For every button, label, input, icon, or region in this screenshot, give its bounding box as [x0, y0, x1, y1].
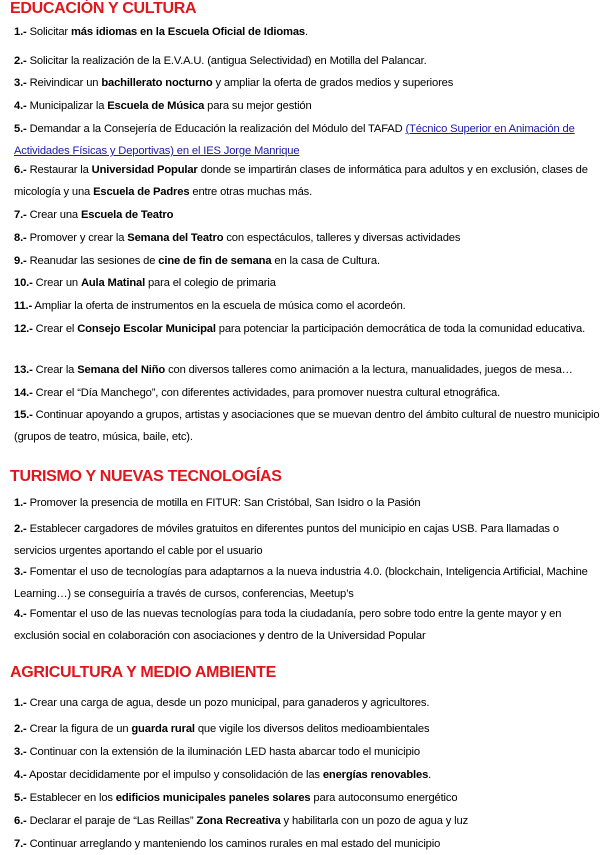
list-item — [14, 382, 600, 404]
list-item — [14, 295, 600, 317]
item-number: 15.- — [14, 409, 33, 421]
list-item — [14, 159, 600, 203]
item-number: 5.- — [14, 792, 27, 804]
item-number: 1.- — [14, 497, 27, 509]
list-item — [14, 359, 600, 381]
item-number: 4.- — [14, 769, 27, 781]
item-number: 14.- — [14, 387, 33, 399]
item-bold-text: Consejo Escolar Municipal — [77, 323, 216, 335]
item-number: 4.- — [14, 100, 27, 112]
list-item — [14, 204, 600, 226]
item-number: 8.- — [14, 232, 27, 244]
item-text: Reanudar las sesiones de — [26, 255, 159, 267]
item-text: donde se impartirán clases de informática para adultos y en exclusión, clases de micología y una — [14, 164, 588, 198]
item-number: 3.- — [14, 746, 27, 758]
item-text: para su mejor gestión — [204, 100, 312, 112]
item-bold-text: Semana del Niño — [77, 364, 166, 376]
item-number: 11.- — [14, 300, 33, 312]
item-text: Establecer en los — [26, 792, 116, 804]
item-text: y ampliar la oferta de grados medios y superiores — [212, 77, 454, 89]
item-number: 12.- — [14, 323, 33, 335]
item-text: para el colegio de primaria — [145, 277, 276, 289]
item-text: con espectáculos, talleres y diversas actividades — [223, 232, 461, 244]
item-number: 3.- — [14, 566, 27, 578]
list-item — [14, 718, 600, 740]
item-text: Demandar a la Consejería de Educación la realización del Módulo del TAFAD — [26, 123, 406, 135]
list-item — [14, 810, 600, 832]
list-item — [14, 72, 600, 94]
list-item — [14, 764, 600, 786]
item-text: . — [305, 26, 308, 38]
item-text: en la casa de Cultura. — [271, 255, 380, 267]
item-bold-text: guarda rural — [131, 723, 195, 735]
item-text: Fomentar el uso de tecnologías para adaptarnos a la nueva industria 4.0. (blockchain, Inteligencia Artificial, Machine Learning…) se conseguiría a través de cursos, conferencias, Meetup’s — [14, 566, 588, 600]
item-text: y habilitarla con un pozo de agua y luz — [280, 815, 469, 827]
item-text: Crear la figura de un — [26, 723, 132, 735]
list-item — [14, 118, 600, 162]
item-number: 2.- — [14, 723, 27, 735]
item-text: Reivindicar un — [26, 77, 102, 89]
list-item — [14, 404, 600, 448]
item-text: Continuar apoyando a grupos, artistas y asociaciones que se muevan dentro del ámbito cultural de nuestro municipio (grupos de teatro, música, baile, etc). — [14, 409, 600, 443]
item-text: Crear una carga de agua, desde un pozo municipal, para ganaderos y agricultores. — [26, 697, 430, 709]
item-text: Crear un — [32, 277, 81, 289]
item-number: 4.- — [14, 608, 27, 620]
item-number: 13.- — [14, 364, 33, 376]
item-text: Declarar el paraje de “Las Reillas” — [26, 815, 197, 827]
list-item — [14, 21, 600, 43]
item-text: Continuar arreglando y manteniendo los caminos rurales en mal estado del municipio — [26, 838, 441, 850]
section-title-turismo: TURISMO Y NUEVAS TECNOLOGÍAS — [10, 468, 282, 485]
item-text: Crear la — [32, 364, 78, 376]
item-number: 6.- — [14, 815, 27, 827]
item-text: Fomentar el uso de las nuevas tecnologías para toda la ciudadanía, pero sobre todo entre la gente mayor y en exclusión social en colaboración con asociaciones y dentro de la Universidad Popular — [14, 608, 562, 642]
item-text: Apostar decididamente por el impulso y consolidación de las — [26, 769, 323, 781]
item-text: Crear una — [26, 209, 81, 221]
list-item — [14, 561, 600, 605]
item-text: Establecer cargadores de móviles gratuitos en diferentes puntos del municipio en cajas USB. Para llamadas o servicios urgentes aportando el cable por el usuario — [14, 523, 559, 557]
item-text: Promover la presencia de motilla en FITUR: San Cristóbal, San Isidro o la Pasión — [26, 497, 421, 509]
item-bold-text: bachillerato nocturno — [101, 77, 213, 89]
list-item — [14, 227, 600, 249]
item-text: Crear el “Día Manchego”, con diferentes actividades, para promover nuestra cultural etnográfica. — [32, 387, 501, 399]
list-item — [14, 787, 600, 809]
list-item — [14, 492, 600, 514]
item-bold-text: Zona Recreativa — [196, 815, 281, 827]
item-link[interactable]: (Técnico Superior en Animación de Actividades Físicas y Deportivas) en el IES Jorge Manrique — [14, 123, 575, 157]
item-text: Solicitar — [26, 26, 71, 38]
item-bold-text: más idiomas en la Escuela Oficial de Idiomas — [70, 26, 305, 38]
list-item — [14, 692, 600, 714]
item-text: Ampliar la oferta de instrumentos en la escuela de música como el acordeón. — [32, 300, 406, 312]
item-number: 10.- — [14, 277, 33, 289]
item-text: que vigile los diversos delitos medioambientales — [194, 723, 430, 735]
item-number: 3.- — [14, 77, 27, 89]
item-bold-text: Escuela de Padres — [93, 186, 190, 198]
item-text: entre otras muchas más. — [189, 186, 313, 198]
item-text: con diversos talleres como animación a la lectura, manualidades, juegos de mesa… — [165, 364, 573, 376]
item-number: 7.- — [14, 838, 27, 850]
list-item — [14, 518, 600, 562]
list-item — [14, 833, 600, 855]
list-item — [14, 250, 600, 272]
list-item — [14, 603, 600, 647]
item-text: Municipalizar la — [26, 100, 108, 112]
item-bold-text: Escuela de Música — [107, 100, 205, 112]
list-item — [14, 50, 600, 72]
item-text: Solicitar la realización de la E.V.A.U. (antigua Selectividad) en Motilla del Palancar. — [26, 55, 427, 67]
item-text: . — [428, 769, 432, 781]
item-number: 2.- — [14, 55, 27, 67]
list-item — [14, 272, 600, 294]
item-bold-text: Semana del Teatro — [127, 232, 224, 244]
item-number: 5.- — [14, 123, 27, 135]
item-bold-text: Universidad Popular — [91, 164, 198, 176]
item-number: 9.- — [14, 255, 27, 267]
item-text: para potenciar la participación democrática de toda la comunidad educativa. — [215, 323, 586, 335]
list-item — [14, 318, 600, 340]
item-bold-text: cine de fin de semana — [158, 255, 272, 267]
list-item — [14, 741, 600, 763]
item-bold-text: edificios municipales paneles solares — [115, 792, 311, 804]
item-bold-text: energías renovables — [322, 769, 429, 781]
section-title-agricultura: AGRICULTURA Y MEDIO AMBIENTE — [10, 664, 276, 681]
item-number: 2.- — [14, 523, 27, 535]
list-item — [14, 95, 600, 117]
item-number: 1.- — [14, 697, 27, 709]
item-number: 1.- — [14, 26, 27, 38]
item-number: 7.- — [14, 209, 27, 221]
item-text: Restaurar la — [26, 164, 92, 176]
item-bold-text: Escuela de Teatro — [80, 209, 174, 221]
item-text: Continuar con la extensión de la iluminación LED hasta abarcar todo el municipio — [26, 746, 420, 758]
item-text: para autoconsumo energético — [310, 792, 458, 804]
item-number: 6.- — [14, 164, 27, 176]
item-text: Crear el — [32, 323, 78, 335]
item-bold-text: Aula Matinal — [80, 277, 146, 289]
section-title-educacion: EDUCACIÓN Y CULTURA — [10, 0, 197, 17]
item-text: Promover y crear la — [26, 232, 128, 244]
